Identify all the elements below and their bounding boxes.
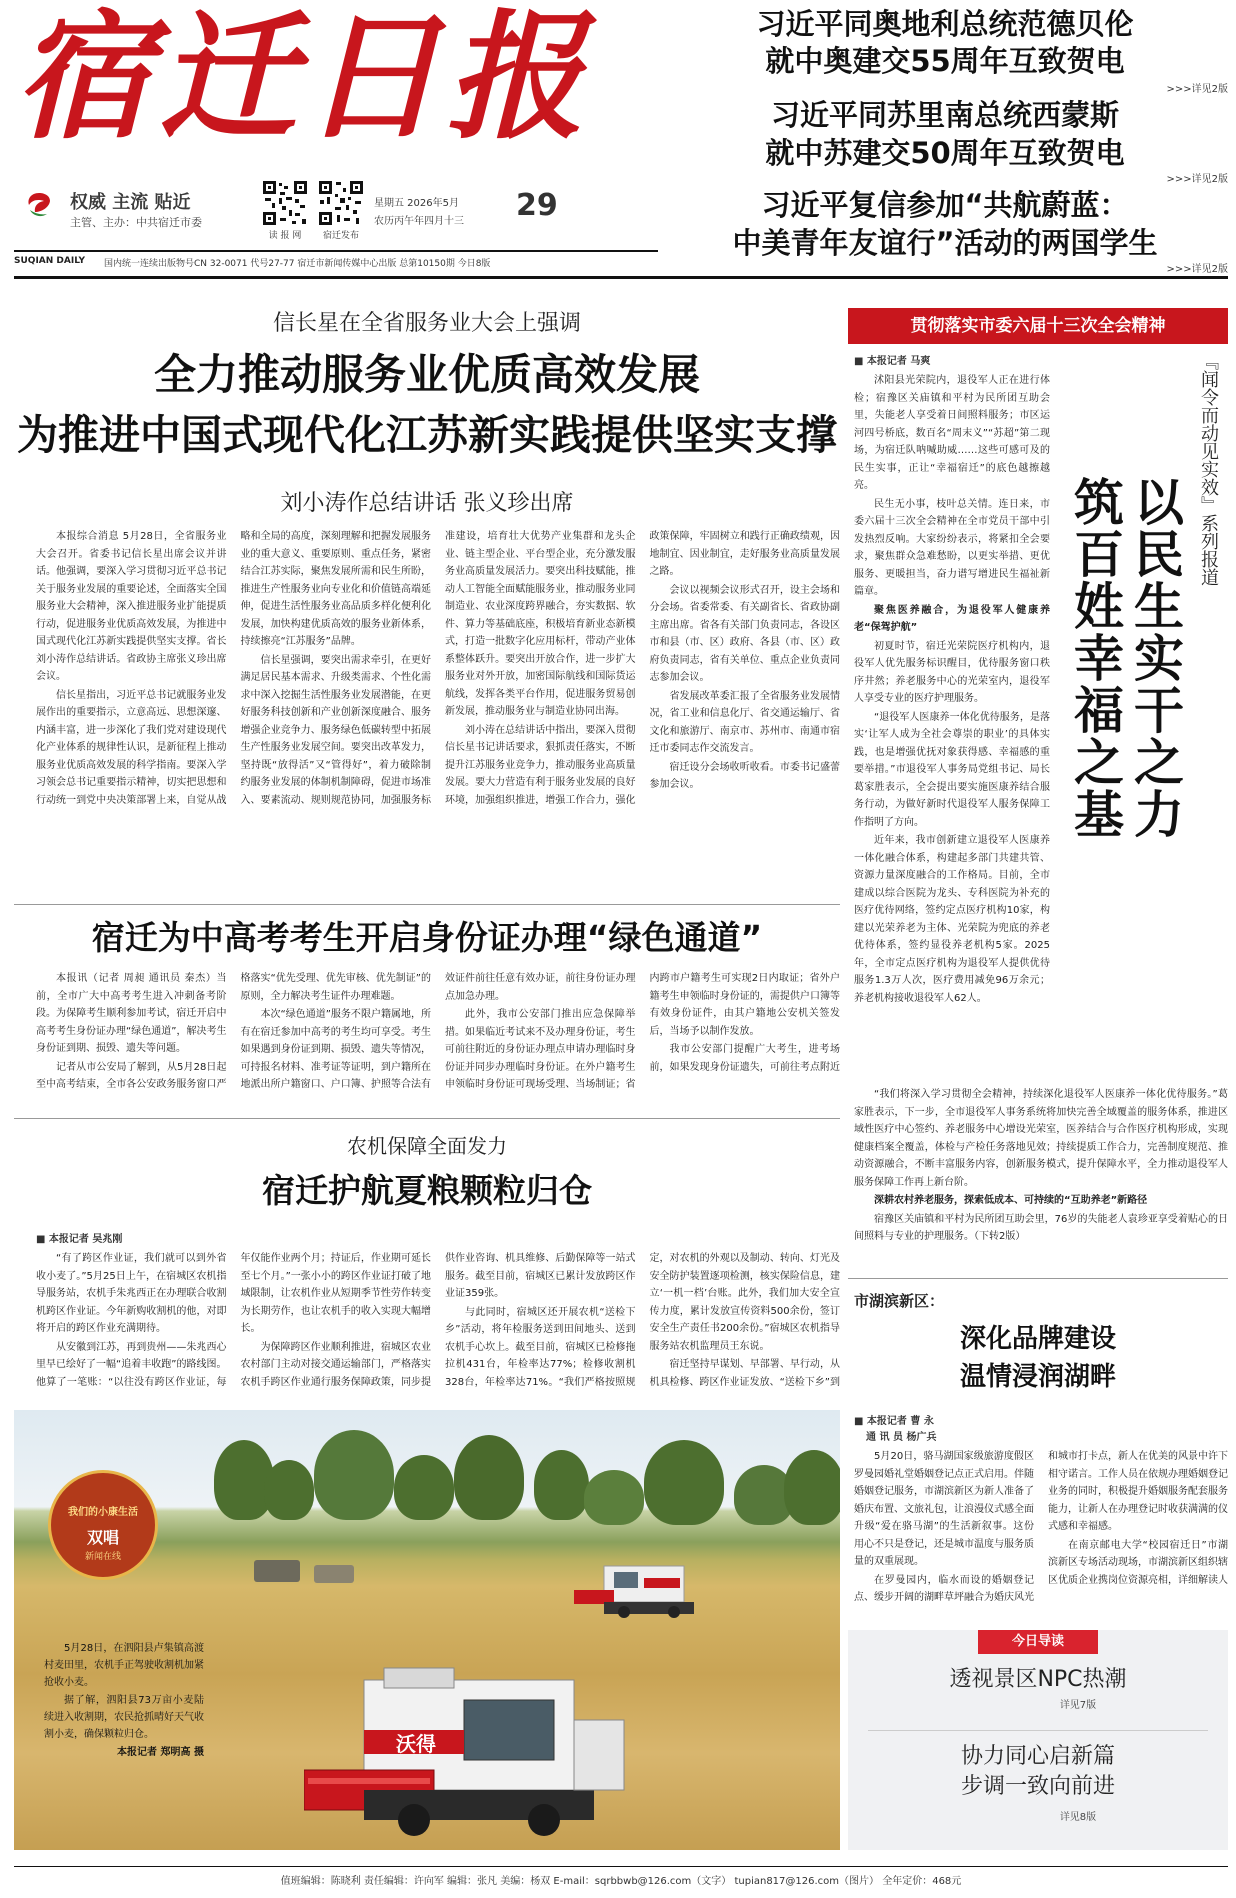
top-headline-1-line1: 习近平同奥地利总统范德贝伦 — [756, 7, 1134, 41]
tree-icon — [394, 1455, 454, 1520]
story2-para: 本次“绿色通道”服务不限户籍属地，所有在宿迁参加中高考的考生均可享受。考生如果遇到身份证到期、损毁、遗失等情况，可持报名材料、准考证等证明，到户籍所在地派出所户籍窗口、户口簿、护照等合法有效证件前往任意有效办证，前往身份证办理点加急办理。 — [240, 973, 636, 1090]
top-headline-1-see[interactable]: >>>详见2版 — [1166, 84, 1228, 95]
story4-title-2[interactable]: 温情浸润湖畔 — [959, 1362, 1116, 1392]
badge-line1: 我们的小康生活 — [68, 1507, 138, 1518]
divider — [14, 1118, 840, 1119]
right-feature-para: 沭阳县光荣院内，退役军人正在进行体检；宿豫区关庙镇和平村为民所团互助会里，失能老人享受着日间照料服务；市区运河四号桥底，数百名“周末义”“苏超”第二现场，为宿迁队呐喊助威……这些可感可及的民生实事，正让“幸福宿迁”的底色越擦越亮。 — [854, 375, 1050, 491]
top-headline-2[interactable] — [662, 96, 1228, 176]
story4-para: 在南京邮电大学“校园宿迁日”市湖滨新区专场活动现场，市湖滨新区组织辖区优质企业携岗位资源亮相，详细解读人 — [1048, 1539, 1228, 1586]
right-feature-para: 近年来，我市创新建立退役军人医康养一体化融合体系，构建起多部门共建共管、资源力量深度融合的工作格局。目前，全市建成以综合医院为龙头、专科医院为补充的医疗优待网络，签约定点医疗机构10家，构建以光荣养老为主体、光荣院为兜底的养老优待体系，签约显役养老机构5家。2025年，全市定点医疗机构为退役军人提供优待服务1.3万人次，医疗费用减免96万余元；养老机构接收退役军人62人。 — [854, 835, 1050, 1004]
column-badge — [48, 1470, 158, 1580]
right-feature-subhead: 聚焦医养融合，为退役军人健康养老“保驾护航” — [854, 604, 1050, 633]
harvester-brand: 沃得 — [396, 1732, 436, 1756]
right-feature-banner — [848, 308, 1228, 344]
badge-line2: 新闻在线 — [84, 1552, 121, 1562]
guide-item-1-see: 详见7版 — [1059, 1700, 1097, 1711]
lead-para: 宿迁设分会场收听收看。市委书记盛蕾参加会议。 — [649, 761, 840, 790]
story2-title[interactable]: 宿迁为中高考考生开启身份证办理“绿色通道” — [91, 918, 763, 957]
guide-divider — [868, 1730, 1208, 1731]
top-headline-3-line2: 中美青年友谊行”活动的两国学生 — [732, 226, 1158, 260]
right-feature-para: “退役军人医康养一体化优待服务，是落实‘让军人成为全社会尊崇的职业’的具体实践，也是增强优抚对象获得感、幸福感的重要举措。”市退役军人事务局党组书记、局长葛家胜表示，全会提出要实施医康养结合服务行动，为做好新时代退役军人服务保障工作指明了方向。 — [854, 711, 1050, 828]
top-headline-3[interactable] — [662, 186, 1228, 266]
story4-region: 市湖滨新区： — [854, 1292, 945, 1310]
top-headline-2-see[interactable]: >>>详见2版 — [1166, 174, 1228, 185]
story2-para: 此外，我市公安部门推出应急保障举措。如果临近考试来不及办理身份证，考生可前往附近的身份证办理点申请办理临时身份证并同步办理临时身份证。在外户籍考生申领临时身份证可现场受理、当场制证；省内跨市户籍考生可实现2日内取证；省外户籍考生申领临时身份证的，需提供户口簿等有效身份证件，由其户籍地公安机关签发后，当场予以制作发放。 — [445, 973, 840, 1090]
photo-caption-1: 5月28日，在泗阳县卢集镇高渡村麦田里，农机手正驾驶收割机加紧抢收小麦。 — [44, 1643, 204, 1688]
lead-title-1[interactable]: 全力推动服务业优质高效发展 — [153, 350, 700, 399]
story3-kicker: 农机保障全面发力 — [347, 1134, 507, 1158]
publication-info: 国内统一连续出版物号CN 32-0071 代号27-77 宿迁市新闻传媒中心出版 总第10150期 今日8版 — [104, 259, 491, 269]
guide-item-2[interactable] — [848, 1742, 1228, 1842]
logo-mark-icon — [24, 190, 54, 220]
right-feature-byline: ■ 本报记者 马爽 — [854, 356, 931, 367]
lead-para: 省发展改革委汇报了全省服务业发展情况，省工业和信息化厅、省交通运输厅、省文化和旅游厅、南京市、苏州市、南通市宿迁市委同志作交流发言。 — [649, 690, 840, 754]
divider — [14, 904, 840, 905]
badge-brand: 双唱 — [86, 1528, 119, 1547]
lead-para: 本报综合消息 5月28日，全省服务业大会召开。省委书记信长星出席会议并讲话。他强调，要深入学习贯彻习近平总书记关于服务业发展的重要论述，全面落实全国服务业大会精神，深入推进服务业扩能提质行动，促进服务业优质高效发展，为推进中国式现代化江苏新实践提供坚实支撑。省长刘小涛作总结讲话。省政协主席张义珍出席会议。 — [36, 531, 227, 682]
guide-item-1-title: 透视景区NPC热潮 — [949, 1667, 1127, 1692]
qr-code-1 — [262, 180, 308, 226]
story4-para: 在罗曼园内，临水而设的婚姻登记点、缓步开阔的湖畔草坪融合为婚庆风光和城市打卡点，新人在优美的风景中许下相守诺言。工作人员在依规办理婚姻登记业务的同时，积极提升婚姻服务配套服务能力，让新人在办理登记时收获满满的仪式感和幸福感。 — [854, 1451, 1228, 1603]
distant-harvester-icon — [314, 1565, 354, 1583]
story3-body — [36, 1250, 840, 1400]
story2-para: 记者从市公安局了解到，从5月28日起至中高考结束，全市各公安政务服务窗口严格落实“优先受理、优先审核、优先制证”的原则，全力解决考生证件办理难题。 — [36, 973, 431, 1090]
footer-credits: 值班编辑：陈晓利 责任编辑：许向军 编辑：张凡 美编：杨双 E-mail：sqrbbwb@126.com（文字） tupian817@126.com（图片） 全年定价：468元 — [280, 1876, 962, 1887]
lead-title-2[interactable]: 为推进中国式现代化江苏新实践提供坚实支撑 — [17, 411, 837, 459]
tree-icon — [534, 1450, 589, 1520]
photo-credit: 本报记者 郑明高 摄 — [117, 1747, 204, 1758]
guide-header — [978, 1630, 1098, 1654]
issue-weekday: 星期五 2026年5月 — [374, 198, 459, 209]
right-feature-body-top — [854, 372, 1050, 1082]
header-bottom-rule — [14, 276, 1228, 279]
tree-icon — [314, 1430, 394, 1520]
qr-label-1: 读 报 网 — [268, 231, 302, 241]
tree-icon — [584, 1470, 644, 1525]
guide-item-1[interactable] — [848, 1664, 1228, 1720]
tree-icon — [644, 1440, 724, 1525]
story2-para: 本报讯（记者 周昶 通讯员 秦杰）当前，全市广大中高考考生进入冲刺备考阶段。为保障考生顺利参加考试，宿迁开启中高考考生身份证办理“绿色通道”，解决考生身份证到期、损毁、遗失等问题。 — [36, 973, 227, 1054]
story3-title[interactable]: 宿迁护航夏粮颗粒归仓 — [262, 1171, 592, 1210]
lead-para: 会议以视频会议形式召开，设主会场和分会场。省委常委、有关副省长、省政协副主席出席。省各有关部门负责同志，各设区市和县（市、区）政府、各县（市、区）政府负责同志，省有关单位、重点企业负责同志参加会议。 — [649, 584, 840, 683]
story4-body — [854, 1448, 1228, 1612]
masthead-title: 宿迁日报 — [14, 0, 591, 158]
main-harvester-icon — [304, 1660, 634, 1840]
second-harvester-icon — [574, 1560, 724, 1620]
qr-code-2 — [318, 180, 364, 226]
top-headline-3-line1: 习近平复信参加“共航蔚蓝： — [761, 188, 1129, 222]
right-feature-para: 宿豫区关庙镇和平村为民所团互助会里，76岁的失能老人袁珍亚享受着贴心的日间照料与专业的护理服务。（下转2版） — [854, 1213, 1228, 1242]
tree-icon — [264, 1460, 314, 1520]
story3-para: 宿迁坚持早谋划、早部署、早行动，从机具检修、跨区作业证发放、“送检下乡”到 — [649, 1359, 840, 1388]
guide-item-2-see: 详见8版 — [1059, 1812, 1097, 1823]
tree-icon — [454, 1435, 524, 1520]
story4-byline-2: 通 讯 员 杨广兵 — [866, 1432, 937, 1443]
masthead-slogan: 权威 主流 贴近 — [70, 192, 191, 213]
story3-para: 与此同时，宿城区还开展农机“送检下乡”活动，将年检服务送到田间地头、送到农机手心坎上。截至目前，宿城区已检修拖拉机431台，年检率达77%；检修收割机328台，年检率达71%。“我们严格按照规定，对农机的外观以及制动、转向、灯光及安全防护装置逐项检测，核实保险信息，建立‘一机一档’台账。此外，我们加大安全宣传力度，累计发放宣传资料500余份，签订安全生产责任书200余份。”宿城区农机指导服务站农机监理员王东说。 — [445, 1253, 840, 1388]
english-name: SUQIAN DAILY — [14, 256, 86, 266]
harvest-photo[interactable] — [14, 1410, 840, 1850]
right-feature-para: 初夏时节，宿迁光荣院医疗机构内，退役军人优先服务标识醒目，优待服务窗口秩序井然；养老服务中心的光荣室内，退役军人享受专业的医疗护理服务。 — [854, 640, 1050, 704]
story4-para: 5月20日，骆马湖国家级旅游度假区罗曼园婚礼堂婚姻登记点正式启用。伴随婚姻登记服务，市湖滨新区为新人准备了婚庆布置、文旅礼包，让浪漫仪式感全面升级“爱在骆马湖”的生活新叙事。这份用心不只是登记，还是城市温度与服务质量的双重展现。 — [854, 1451, 1034, 1567]
tree-icon — [784, 1450, 840, 1525]
top-headline-2-line1: 习近平同苏里南总统西蒙斯 — [770, 98, 1119, 132]
guide-item-2-title1: 协力同心启新篇 — [960, 1744, 1115, 1769]
divider — [848, 1278, 1228, 1279]
right-feature-subhead: 深耕农村养老服务，探索低成本、可持续的“互助养老”新路径 — [874, 1195, 1148, 1206]
story3-byline: ■ 本报记者 吴兆刚 — [36, 1234, 123, 1245]
issue-lunar: 农历丙午年四月十三 — [374, 216, 464, 227]
right-feature-headline-2[interactable]: 筑百姓幸福之基 — [1066, 476, 1125, 840]
issue-day: 29 — [516, 188, 558, 223]
right-feature-para: “我们将深入学习贯彻全会精神，持续深化退役军人医康养一体化优待服务。”葛家胜表示，下一步，全市退役军人事务系统将加快完善全域覆盖的服务体系，推进区域性医疗中心签约、养老服务中心增设光荣室，医养结合与合作医疗机构形成，实现健康档案全覆盖，体检与产检任务落地见效；持续提质工作合力，完善制度规范、推动资源融合，不断丰富服务内容，创新服务模式，提升保障水平，全力推动退役军人服务保障工作再上新台阶。 — [854, 1089, 1228, 1188]
guide-box — [848, 1630, 1228, 1850]
story4-title-1[interactable]: 深化品牌建设 — [959, 1324, 1116, 1354]
photo-caption — [44, 1640, 204, 1830]
lead-para: 信长星强调，要突出需求牵引，在更好满足居民基本需求、升级类需求、个性化需求中深入挖掘生活性服务业发展潜能，在更好服务科技创新和产业创新深度融合、服务增强企业竞争力、服务绿色低碳转型中拓展生产性服务业发展空间。要突出改革发力，坚持既“放得活”又“管得好”，着力破除制约服务业发展的体制机制障碍，促进市场准入、要素流动、规则规范协同，加强服务标准建设，培育壮大优势产业集群和龙头企业、链主型企业、平台型企业，充分激发服务业高质量发展活力。要突出科技赋能，推动人工智能全面赋能服务业，推动服务业同制造业、农业深度跨界融合，夯实数据、软件、算力等基础底座，积极培育新业态新模式，打造一批数字化应用标杆，带动产业体系整体跃升。要突出开放合作，进一步扩大服务业对外开放，加密国际航线和国际货运航线，发挥各类平台作用，促进服务贸易创新发展，推动服务业与制造业协同出海。 — [240, 531, 636, 806]
masthead-sponsor: 主管、主办：中共宿迁市委 — [70, 216, 202, 229]
story3-para: 为保障跨区作业顺利推进，宿城区农业农村部门主动对接交通运输部门，严格落实农机手跨区作业通行服务保障政策，同步提供作业咨询、机具维修、后勤保障等一站式服务。截至目前，宿城区已累计发放跨区作业证359张。 — [240, 1253, 636, 1388]
story3-para: 从安徽到江苏，再到贵州——朱兆西心里早已绘好了一幅“追着丰收跑”的路线图。他算了一笔账：“以往没有跨区作业证，每年仅能作业两个月；持证后，作业期可延长至七个月。”一张小小的跨区作业证打破了地域限制，让农机作业从短期季节性劳作转变为长期劳作，也让农机手的收入实现大幅增长。 — [36, 1253, 431, 1388]
lead-body — [36, 528, 840, 900]
distant-harvester-icon — [254, 1560, 300, 1582]
guide-item-2-title2: 步调一致向前进 — [960, 1774, 1115, 1799]
qr-label-2: 宿迁发布 — [322, 231, 359, 241]
story3-para: “有了跨区作业证，我们就可以到外省收小麦了。”5月25日上午，在宿城区农机指导服务站，农机手朱兆西正在办理联合收割机跨区作业证。今年新购收割机的他，对即将开启的跨区作业充满期待。 — [36, 1253, 227, 1334]
guide-header-text: 今日导读 — [1011, 1634, 1064, 1649]
story4-byline-1: ■ 本报记者 曹 永 — [854, 1416, 934, 1427]
lead-subtitle: 刘小涛作总结讲话 张义珍出席 — [280, 491, 574, 516]
masthead-rule — [14, 250, 658, 252]
photo-caption-2: 据了解，泗阳县73万亩小麦陆续进入收割期，农民抢抓晴好天气收割小麦，确保颗粒归仓。 — [44, 1695, 204, 1740]
right-feature-headline-1[interactable]: 以民生实干之力 — [1126, 476, 1185, 840]
top-headline-3-see[interactable]: >>>详见2版 — [1166, 264, 1228, 275]
footer-rule — [14, 1866, 1228, 1867]
right-feature-series: 『闻令而动见实效』系列报道 — [1198, 352, 1219, 586]
right-feature-body-bottom — [854, 1086, 1228, 1270]
right-feature-para: 民生无小事，枝叶总关情。连日来，市委六届十三次全会精神在全市党员干部中引发热烈反响。大家纷纷表示，将紧扣全会要求，聚焦群众急难愁盼，以更实举措、更优服务、更暖担当，奋力谱写增进民生福祉新篇章。 — [854, 498, 1050, 597]
lead-para: 信长星指出，习近平总书记就服务业发展作出的重要指示，立意高远、思想深邃、内涵丰富，进一步深化了我们党对建设现代化产业体系的规律性认识，是新征程上推动服务业优质高效发展的科学指南。要深入学习领会总书记重要指示精神，切实把思想和行动统一到党中央决策部署上来，自觉从战略和全局的高度，深刻理解和把握发展服务业的重大意义、重要原则、重点任务，紧密结合江苏实际，聚焦发展所需和民生所盼，推进生产性服务业向专业化和价值链高端延伸，促进生活性服务业高品质多样化便利化发展，加快构建优质高效的服务业新体系，持续擦亮“江苏服务”品牌。 — [36, 531, 431, 806]
top-headline-1-line2: 就中奥建交55周年互致贺电 — [765, 44, 1125, 78]
lead-kicker: 信长星在全省服务业大会上强调 — [272, 311, 581, 336]
right-feature-banner-text: 贯彻落实市委六届十三次全会精神 — [910, 316, 1166, 336]
top-headline-1[interactable] — [662, 6, 1228, 86]
story2-para: 我市公安部门提醒广大考生，进考场前，如果发现身份证遗失，可前往考点附近 — [649, 1044, 840, 1073]
top-headline-2-line2: 就中苏建交50周年互致贺电 — [765, 136, 1125, 170]
story2-body — [36, 970, 840, 1110]
lead-para: 刘小涛在总结讲话中指出，要深入贯彻信长星书记讲话要求，狠抓责任落实，不断提升江苏服务业竞争力，推动服务业高质量发展。要大力营造有利于服务业发展的良好环境，加强组织推进，增强工作合力，强化政策保障，牢固树立和践行正确政绩观，因地制宜、因业制宜，走好服务业高质量发展之路。 — [445, 531, 840, 806]
